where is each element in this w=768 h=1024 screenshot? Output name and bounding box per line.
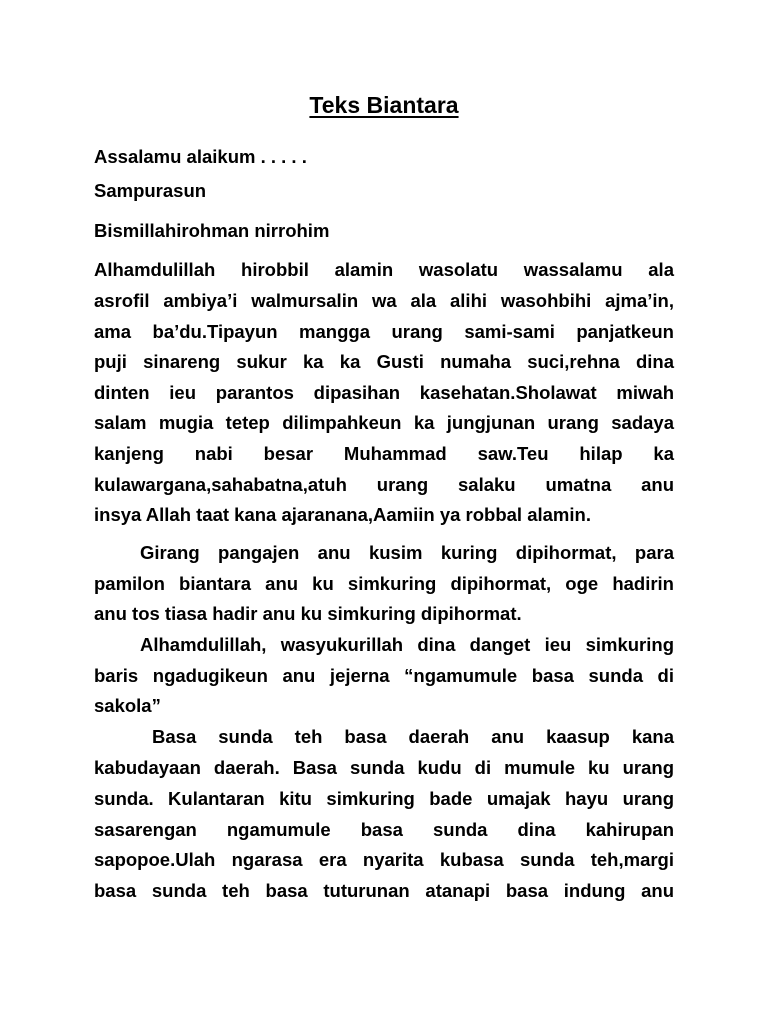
- paragraph-line: basa sunda teh basa tuturunan atanapi basa indung anu: [94, 880, 674, 901]
- paragraph-line: kulawargana,sahabatna,atuh urang salaku umatna anu: [94, 474, 674, 495]
- paragraph-line: anu tos tiasa hadir anu ku simkuring dipihormat.: [94, 603, 522, 624]
- paragraph-line: dinten ieu parantos dipasihan kasehatan.Sholawat miwah: [94, 382, 674, 403]
- paragraph-line: sasarengan ngamumule basa sunda dina kahirupan: [94, 819, 674, 840]
- paragraph-line: Alhamdulillah, wasyukurillah dina danget ieu simkuring: [140, 634, 674, 655]
- paragraph-line: kanjeng nabi besar Muhammad saw.Teu hilap ka: [94, 443, 674, 464]
- paragraph-line: sapopoe.Ulah ngarasa era nyarita kubasa sunda teh,margi: [94, 849, 674, 870]
- paragraph-line: pamilon biantara anu ku simkuring dipihormat, oge hadirin: [94, 573, 674, 594]
- document-title: Teks Biantara: [309, 92, 459, 118]
- paragraph-line: Girang pangajen anu kusim kuring dipihormat, para: [140, 542, 674, 563]
- greeting-line: Assalamu alaikum . . . . .: [94, 146, 307, 167]
- paragraph-line: kabudayaan daerah. Basa sunda kudu di mumule ku urang: [94, 757, 674, 778]
- paragraph-line: sakola”: [94, 695, 161, 716]
- paragraph-line: baris ngadugikeun anu jejerna “ngamumule basa sunda di: [94, 665, 674, 686]
- paragraph-line: salam mugia tetep dilimpahkeun ka jungjunan urang sadaya: [94, 412, 674, 433]
- paragraph-line: sunda. Kulantaran kitu simkuring bade umajak hayu urang: [94, 788, 674, 809]
- paragraph-line: insya Allah taat kana ajaranana,Aamiin ya robbal alamin.: [94, 504, 591, 525]
- paragraph-line: Basa sunda teh basa daerah anu kaasup kana: [152, 726, 674, 747]
- paragraph-line: ama ba’du.Tipayun mangga urang sami-sami panjatkeun: [94, 321, 674, 342]
- paragraph-line: puji sinareng sukur ka ka Gusti numaha suci,rehna dina: [94, 351, 674, 372]
- paragraph-line: asrofil ambiya’i walmursalin wa ala alihi wasohbihi ajma’in,: [94, 290, 674, 311]
- greeting-line: Bismillahirohman nirrohim: [94, 220, 330, 241]
- paragraph-line: Alhamdulillah hirobbil alamin wasolatu wassalamu ala: [94, 259, 674, 280]
- greeting-line: Sampurasun: [94, 180, 207, 201]
